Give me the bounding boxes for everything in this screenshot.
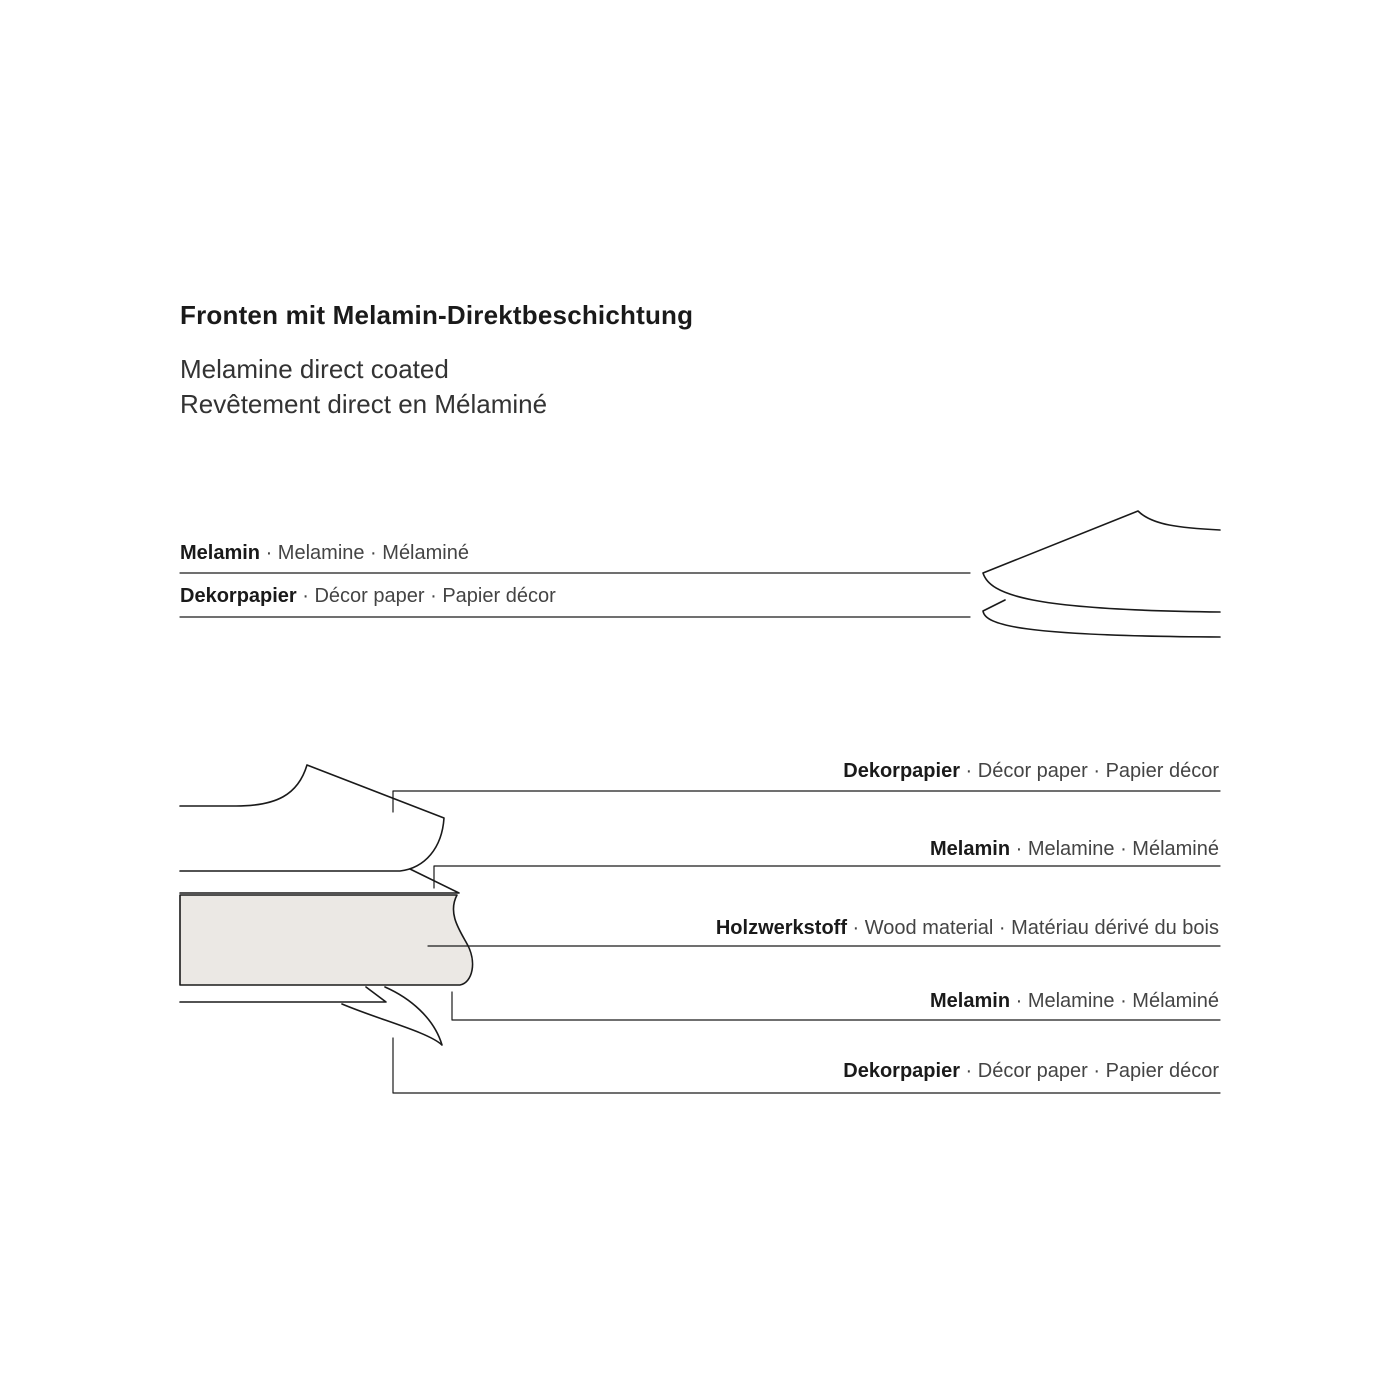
subtitle-english: Melamine direct coated (180, 354, 449, 384)
layer-label-dekorpapier-bottom: Dekorpapier · Décor paper · Papier décor (843, 1060, 1219, 1082)
layer-label-melamin-bottom: Melamin · Melamine · Mélaminé (930, 990, 1219, 1012)
layer-label-holzwerkstoff: Holzwerkstoff · Wood material · Matériau dérivé du bois (715, 917, 1219, 939)
top-label-dekorpapier: Dekorpapier · Décor paper · Papier décor (180, 585, 556, 607)
page-title: Fronten mit Melamin-Direktbeschichtung (180, 300, 694, 330)
layer-label-dekorpapier-top: Dekorpapier · Décor paper · Papier décor (843, 760, 1219, 782)
lower-melamin-sheet (180, 987, 386, 1002)
upper-dekorpapier-sheet (180, 765, 444, 871)
leader-melamin-bottom (452, 992, 1220, 1020)
top-label-melamin: Melamin · Melamine · Mélaminé (180, 542, 469, 564)
top-dekorpapier-sheet (983, 600, 1220, 637)
leader-dekorpapier-bottom (393, 1038, 1220, 1093)
upper-melamin-sheet (180, 869, 459, 893)
leader-melamin-top (434, 866, 1220, 888)
top-melamin-sheet (983, 511, 1220, 612)
subtitle-french: Revêtement direct en Mélaminé (180, 389, 548, 419)
leader-dekorpapier-top (393, 791, 1220, 812)
lower-dekorpapier-sheet (342, 987, 442, 1045)
layer-label-melamin-top: Melamin · Melamine · Mélaminé (930, 838, 1219, 860)
wood-core (180, 895, 473, 985)
